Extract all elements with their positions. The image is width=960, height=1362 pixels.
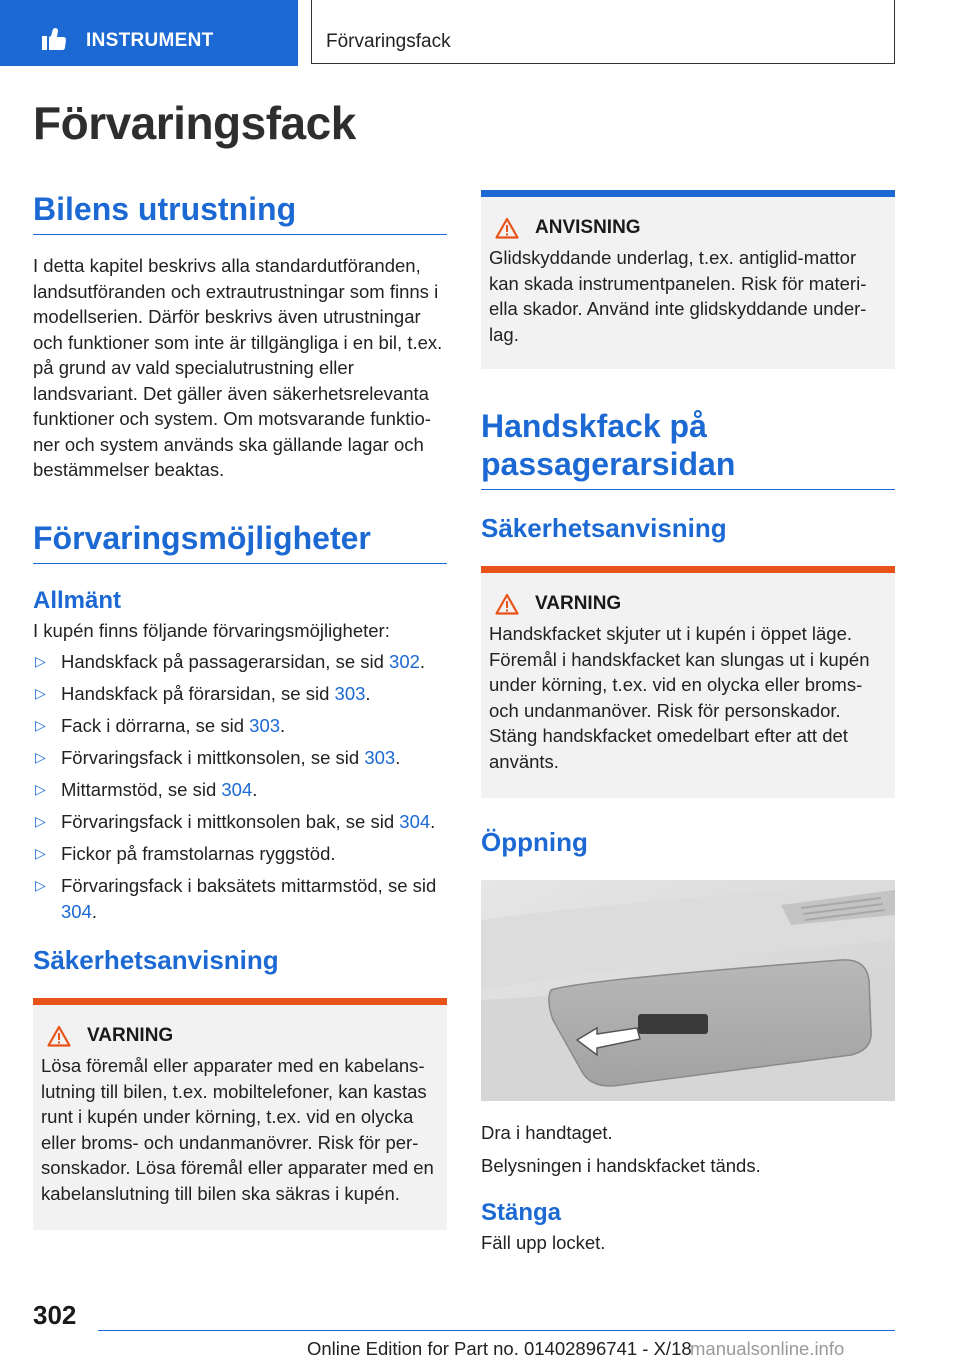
page-number: 302 — [33, 1300, 77, 1330]
edition-text: Online Edition for Part no. 01402896741 - X/18 — [307, 1338, 692, 1359]
closing-text: Fäll upp locket. — [481, 1232, 606, 1253]
right-column — [481, 190, 895, 1256]
left-column — [33, 190, 447, 1230]
list-item: ▷ Fack i dörrarna, se sid 303. — [33, 713, 447, 739]
page-link[interactable]: 304 — [221, 779, 253, 800]
chapter-tab[interactable] — [0, 0, 298, 66]
equipment-text: I detta kapitel beskrivs alla standardutföranden, landsutföranden och extrautrustningar som finns i modellserien. Därför beskrivs även utrustningar och funktioner som inte är tillgängliga i en bil, t.ex. på grund av vald specialutrustning eller landsvariant. Det gäller även säkerhetsrelevanta funktioner och system. Om motsvarande funktioner och system används ska gällande lagar och bestämmelser beaktas. — [33, 255, 443, 480]
general-intro: I kupén finns följande förvaringsmöjligheter: — [33, 619, 390, 641]
triangle-bullet-icon: ▷ — [35, 749, 46, 765]
warning-triangle-icon — [495, 217, 519, 239]
list-item: ▷ Förvaringsfack i mittkonsolen bak, se sid 304. — [33, 809, 447, 835]
list-item: ▷ Handskfack på passagerarsidan, se sid 302. — [33, 649, 447, 675]
note-title: ANVISNING — [495, 217, 887, 239]
equipment-heading: Bilens utrustning — [33, 190, 447, 235]
warning-box-left — [33, 998, 447, 1230]
opening-result: Belysningen i handskfacket tänds. — [481, 1154, 761, 1176]
page-link[interactable]: 303 — [364, 747, 396, 768]
triangle-bullet-icon: ▷ — [35, 845, 46, 861]
warning-text: Lösa föremål eller apparater med en kabelanslutning till bilen, t.ex. mobiltelefoner, kan kastas runt i kupén under körning, t.ex. vid en olycka eller broms- och undanmanövrer. Risk för personskador. Lösa föremål eller apparater med en kabelanslutning till bilen ska säkras i kupén. — [41, 1055, 434, 1204]
safety-heading-left: Säkerhetsanvisning — [33, 945, 279, 975]
section-label: Förvaringsfack — [326, 31, 451, 52]
triangle-bullet-icon: ▷ — [35, 781, 46, 797]
page-header — [0, 0, 960, 66]
watermark-text: manualsonline.info — [690, 1338, 845, 1359]
list-item: ▷ Förvaringsfack i mittkonsolen, se sid 303. — [33, 745, 447, 771]
closing-heading: Stänga — [481, 1199, 562, 1226]
page-link[interactable]: 303 — [249, 715, 281, 736]
warning-text: Handskfacket skjuter ut i kupén i öppet läge. Föremål i handskfacket kan slungas ut i kupén under körning, t.ex. vid en olycka eller broms- och undanmanöver. Risk för personskador. Stäng handskfacket omedelbart efter att det använts. — [489, 623, 870, 772]
warning-title: VARNING — [495, 593, 887, 615]
page-link[interactable]: 304 — [61, 900, 92, 922]
page-title: Förvaringsfack — [33, 97, 356, 149]
warning-triangle-icon — [47, 1025, 71, 1047]
glovebox-photo — [481, 880, 895, 1101]
opening-step: Dra i handtaget. — [481, 1122, 613, 1143]
page-link[interactable]: 302 — [389, 651, 420, 672]
page-link[interactable]: 304 — [399, 811, 431, 832]
chapter-label: INSTRUMENT — [86, 30, 214, 51]
safety-heading-right: Säkerhetsanvisning — [481, 513, 727, 543]
triangle-bullet-icon: ▷ — [35, 685, 46, 701]
warning-box-right — [481, 566, 895, 798]
triangle-bullet-icon: ▷ — [35, 877, 46, 893]
list-item: ▷ Fickor på framstolarnas ryggstöd. — [33, 841, 447, 867]
list-item: ▷ Mittarmstöd, se sid 304. — [33, 777, 447, 803]
storage-heading: Förvaringsmöjligheter — [33, 519, 447, 564]
note-text: Glidskyddande underlag, t.ex. antiglid-mattor kan skada instrumentpanelen. Risk för materiella skador. Använd inte glidskyddande underlag. — [489, 247, 867, 345]
section-tab[interactable] — [311, 0, 895, 64]
triangle-bullet-icon: ▷ — [35, 717, 46, 733]
triangle-bullet-icon: ▷ — [35, 813, 46, 829]
opening-heading: Öppning — [481, 827, 588, 857]
glovebox-heading: Handskfack på passagerarsidan — [481, 407, 895, 490]
warning-title: VARNING — [47, 1025, 439, 1047]
storage-list — [33, 649, 447, 924]
triangle-bullet-icon: ▷ — [35, 653, 46, 669]
warning-triangle-icon — [495, 593, 519, 615]
page-link[interactable]: 303 — [334, 683, 366, 704]
footer-divider — [98, 1330, 895, 1331]
list-item: ▷ Handskfack på förarsidan, se sid 303. — [33, 681, 447, 707]
pointing-hand-icon — [38, 26, 68, 52]
note-box — [481, 190, 895, 369]
general-heading: Allmänt — [33, 586, 122, 614]
list-item: ▷ Förvaringsfack i baksätets mittarmstöd, se sid 304. — [35, 875, 437, 922]
